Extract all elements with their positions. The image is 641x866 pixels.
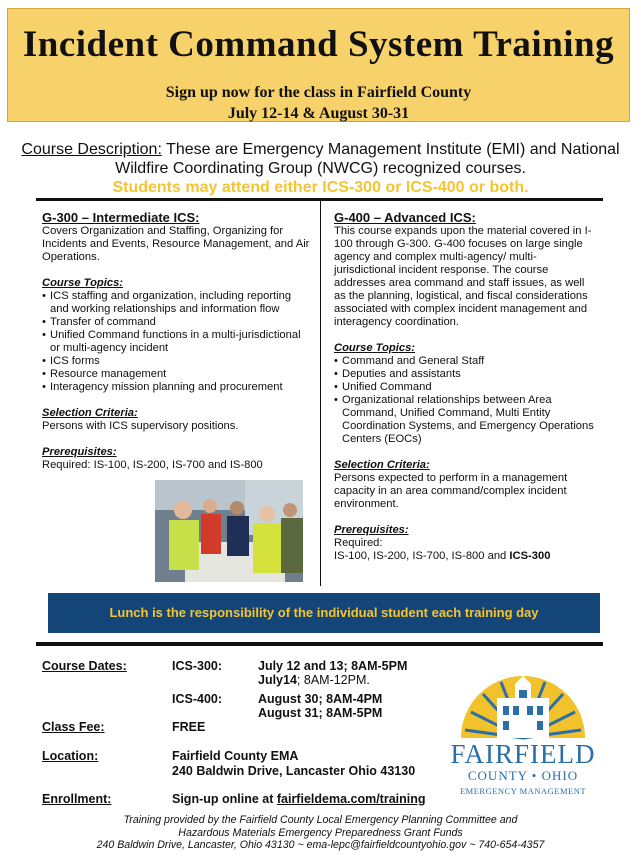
- enrollment-text: [172, 792, 426, 806]
- fairfield-logo: [443, 676, 603, 806]
- ics300-line1-time: ; 8AM-5PM: [343, 659, 408, 673]
- enrollment-link[interactable]: fairfieldema.com/training: [276, 792, 426, 806]
- g400-topics-label: Course Topics:: [334, 342, 416, 354]
- g300-criteria-label: Selection Criteria:: [42, 407, 138, 419]
- fee-value: FREE: [172, 720, 206, 734]
- logo-name: FAIRFIELD: [450, 739, 596, 769]
- logo-county: COUNTY • OHIO: [467, 768, 579, 783]
- g400-topics-list: [334, 355, 596, 446]
- g400-prereq-line2: IS-100, IS-200, IS-700, IS-800 and: [334, 550, 510, 562]
- description-label: Course Description:: [21, 141, 162, 158]
- g300-topics-list: [42, 290, 312, 394]
- location-label: Location:: [42, 749, 99, 763]
- list-item: • Deputies and assistants: [334, 368, 596, 381]
- list-item: • ICS staffing and organization, including reporting and working relationships and information flow: [42, 290, 312, 316]
- list-item: • Transfer of command: [42, 316, 312, 329]
- lunch-notice: Lunch is the responsibility of the individual student each training day: [48, 593, 600, 633]
- course-description: [20, 140, 621, 197]
- list-item: • Resource management: [42, 368, 312, 381]
- footer: [0, 814, 641, 852]
- enrollment-prefix: Sign-up online at: [172, 792, 277, 806]
- footer-line3: 240 Baldwin Drive, Lancaster, Ohio 43130 ~ ema-lepc@fairfieldcountyohio.gov ~ 740-654-4357: [96, 839, 545, 851]
- list-item: • Command and General Staff: [334, 355, 596, 368]
- training-photo: [155, 480, 303, 582]
- g300-intro: Covers Organization and Staffing, Organizing for Incidents and Events, Resource Management, and Air Operations.: [42, 225, 310, 263]
- g300-prereq: Required: IS-100, IS-200, IS-700 and IS-800: [42, 459, 263, 471]
- g300-column: [42, 210, 312, 472]
- ics400-line2-time: ; 8AM-5PM: [318, 706, 383, 720]
- page-title: Incident Command System Training: [22, 24, 615, 65]
- ics300-line2-date: July14: [258, 673, 297, 687]
- footer-line1: Training provided by the Fairfield County Local Emergency Planning Committee and: [123, 814, 518, 826]
- g300-topics-label: Course Topics:: [42, 277, 124, 289]
- g300-criteria: Persons with ICS supervisory positions.: [42, 420, 239, 432]
- g400-heading: G-400 – Advanced ICS:: [334, 210, 476, 225]
- list-item: • Interagency mission planning and procurement: [42, 381, 312, 394]
- list-item: • Unified Command functions in a multi-jurisdictional or multi-agency incident: [42, 329, 312, 355]
- bottom-divider: [36, 642, 603, 646]
- g400-prereq-line1: Required:: [334, 537, 383, 549]
- g400-criteria: Persons expected to perform in a management capacity in an area command/complex incident environment.: [334, 472, 568, 510]
- ics300-line1-date: July 12 and 13: [258, 659, 344, 673]
- ics300-line1: [258, 659, 407, 673]
- logo-dept: EMERGENCY MANAGEMENT: [459, 786, 587, 796]
- g400-column: [334, 210, 596, 563]
- ics300-line2: [258, 673, 370, 687]
- list-item: • Organizational relationships between Area Command, Unified Command, Multi Entity Coordination Systems, and Emergency Operations Centers (EOCs): [334, 394, 596, 446]
- list-item: • ICS forms: [42, 355, 312, 368]
- fee-label: Class Fee:: [42, 720, 105, 734]
- title-banner: [7, 8, 630, 122]
- location-line2: 240 Baldwin Drive, Lancaster Ohio 43130: [172, 764, 416, 778]
- g400-prereq-bold: ICS-300: [509, 550, 551, 562]
- g400-intro: This course expands upon the material covered in I-100 through G-300. G-400 focuses on large single agency and complex multi-agency/ multi-jurisdictional incident response. The course addresses area command and staff issues, as well as the planning, logistical, and fiscal considerations associated with complex incident management and interagency coordination.: [334, 225, 592, 328]
- column-divider: [320, 201, 321, 586]
- dates-label: Course Dates:: [42, 659, 127, 673]
- ics300-line2-time: ; 8AM-12PM.: [296, 673, 370, 687]
- ics400-line1-time: ; 8AM-4PM: [318, 692, 383, 706]
- ics400-label: ICS-400:: [172, 692, 223, 706]
- enrollment-label: Enrollment:: [42, 792, 112, 806]
- ics400-line2: [258, 706, 382, 720]
- ics400-line2-date: August 31: [258, 706, 319, 720]
- footer-line2: Hazardous Materials Emergency Preparedness Grant Funds: [178, 826, 463, 839]
- banner-subtitle: Sign up now for the class in Fairfield County: [165, 84, 472, 101]
- g300-heading: G-300 – Intermediate ICS:: [42, 210, 200, 225]
- g300-prereq-label: Prerequisites:: [42, 446, 117, 458]
- g400-prereq: [334, 537, 596, 563]
- location-line1: Fairfield County EMA: [172, 749, 299, 763]
- ics400-line1: [258, 692, 382, 706]
- banner-dates: July 12-14 & August 30-31: [227, 105, 410, 122]
- g400-criteria-label: Selection Criteria:: [334, 459, 430, 471]
- description-text: These are Emergency Management Institute (EMI) and National Wildfire Coordinating Group (NWCG) recognized courses.: [115, 141, 620, 177]
- description-highlight: Students may attend either ICS-300 or ICS-400 or both.: [112, 179, 529, 196]
- ics400-line1-date: August 30: [258, 692, 319, 706]
- g400-prereq-label: Prerequisites:: [334, 524, 409, 536]
- list-item: • Unified Command: [334, 381, 596, 394]
- ics300-label: ICS-300:: [172, 659, 223, 673]
